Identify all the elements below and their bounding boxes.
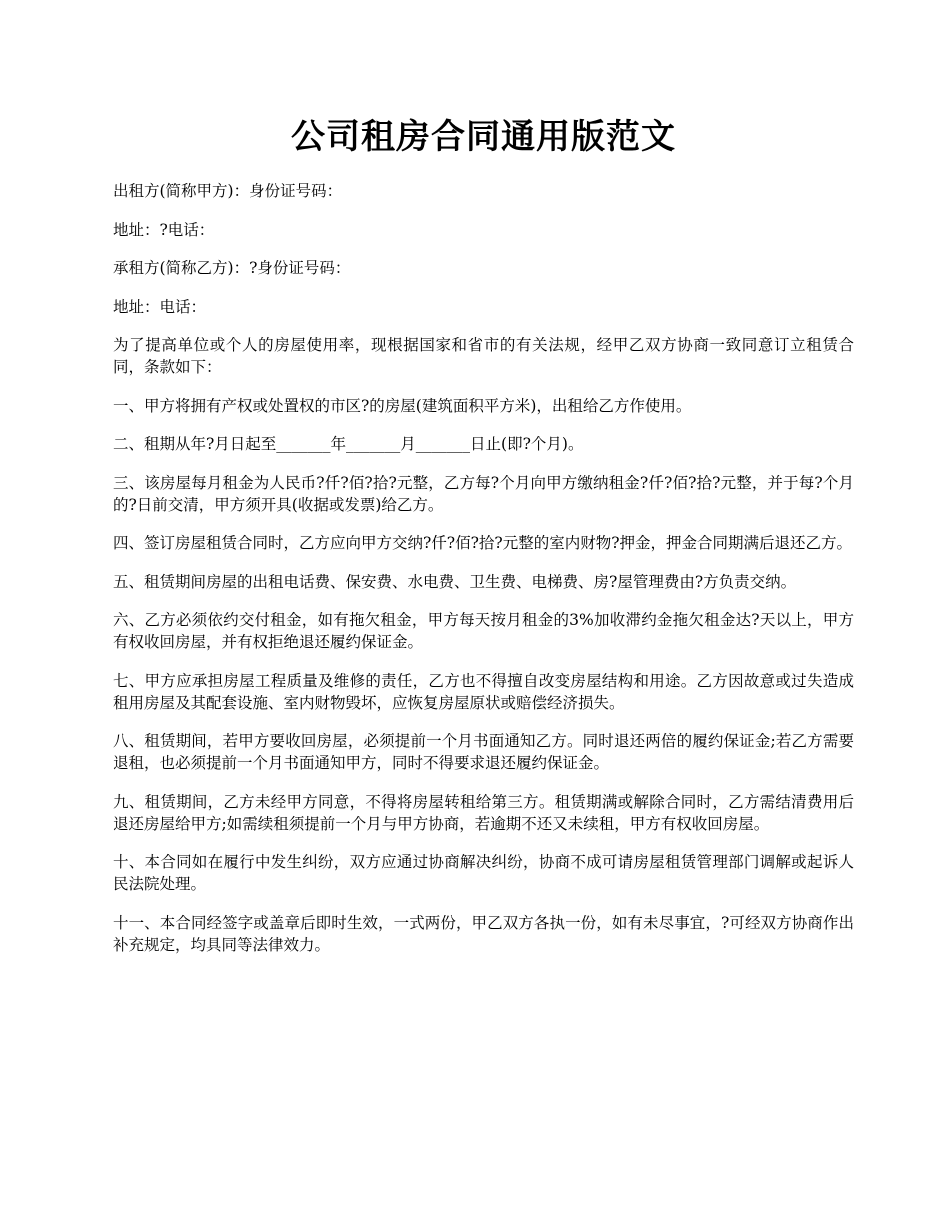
clause-1: 一、甲方将拥有产权或处置权的市区?的房屋(建筑面积平方米)，出租给乙方作使用。 [113,396,692,415]
clause-10: 十、本合同如在履行中发生纠纷，双方应通过协商解决纠纷，协商不成可请房屋租赁管理部门调解或起诉人民法院处理。 [113,853,854,893]
clause-5: 五、租赁期间房屋的出租电话费、保安费、水电费、卫生费、电梯费、房?屋管理费由?方负责交纳。 [113,572,797,591]
clause-6: 六、乙方必须依约交付租金，如有拖欠租金，甲方每天按月租金的3%加收滞约金拖欠租金达?天以上，甲方有权收回房屋，并有权拒绝退还履约保证金。 [113,611,854,651]
preamble-paragraph: 为了提高单位或个人的房屋使用率，现根据国家和省市的有关法规，经甲乙双方协商一致同意订立租赁合同，条款如下： [113,336,854,376]
document-body [113,180,854,956]
clause-11: 十一、本合同经签字或盖章后即时生效，一式两份，甲乙双方各执一份，如有未尽事宜，?可经双方协商作出补充规定，均具同等法律效力。 [113,913,854,954]
clause-9: 九、租赁期间，乙方未经甲方同意，不得将房屋转租给第三方。租赁期满或解除合同时，乙方需结清费用后退还房屋给甲方;如需续租须提前一个月与甲方协商，若逾期不还又未续租，甲方有权收回房屋。 [113,792,854,833]
clause-3: 三、该房屋每月租金为人民币?仟?佰?拾?元整，乙方每?个月向甲方缴纳租金?仟?佰?拾?元整，并于每?个月的?日前交清，甲方须开具(收据或发票)给乙方。 [113,473,854,514]
document-title: 公司租房合同通用版范文 [291,117,676,157]
clause-7: 七、甲方应承担房屋工程质量及维修的责任，乙方也不得擅自改变房屋结构和用途。乙方因故意或过失造成租用房屋及其配套设施、室内财物毁坏，应恢复房屋原状或赔偿经济损失。 [113,671,854,712]
clause-8: 八、租赁期间，若甲方要收回房屋，必须提前一个月书面通知乙方。同时退还两倍的履约保证金;若乙方需要退租，也必须提前一个月书面通知甲方，同时不得要求退还履约保证金。 [113,732,854,772]
lessor-address-line: 地址：?电话： [113,220,215,239]
lessee-address-line: 地址：电话： [113,297,207,316]
lessee-line: 承租方(简称乙方)：?身份证号码： [113,259,351,277]
lessor-line: 出租方(简称甲方)：身份证号码： [113,182,343,200]
clause-4: 四、签订房屋租赁合同时，乙方应向甲方交纳?仟?佰?拾?元整的室内财物?押金，押金合同期满后退还乙方。 [113,534,853,552]
clause-2: 二、租期从年?月日起至_______年_______月_______日止(即?个月)。 [113,435,584,453]
